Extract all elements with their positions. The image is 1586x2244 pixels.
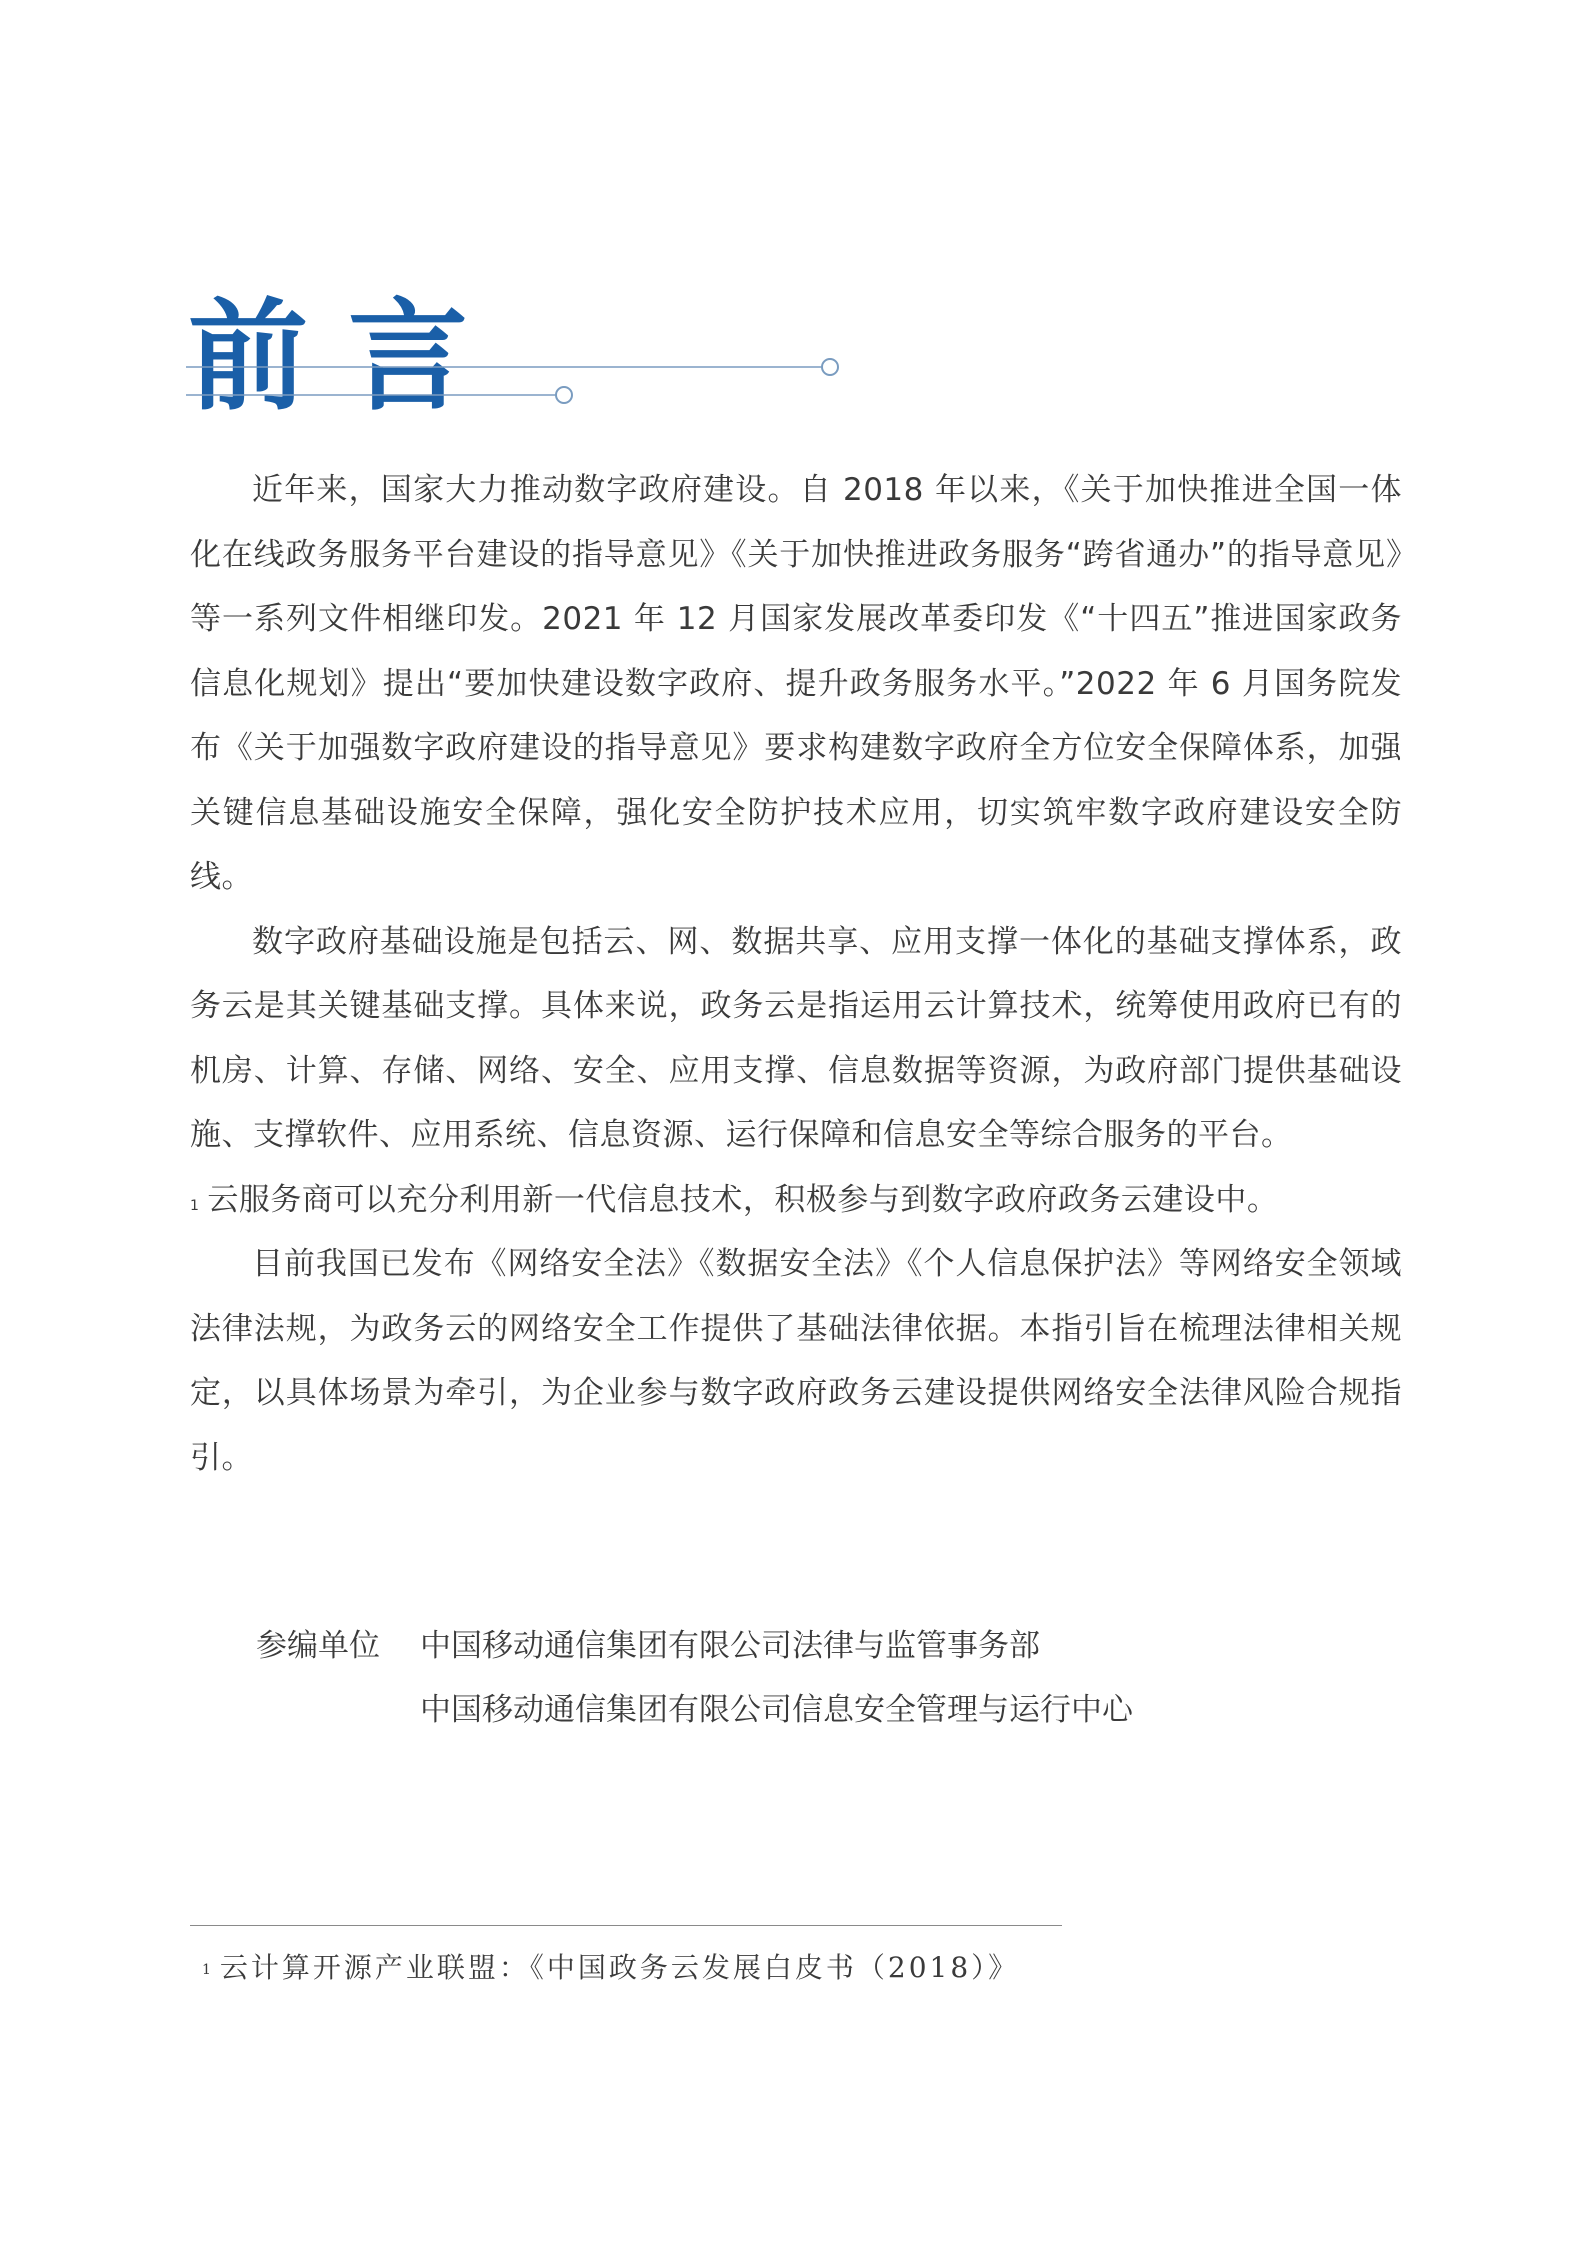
footnote xyxy=(202,1948,1019,1988)
page-title: 前言 xyxy=(188,288,508,428)
footnote-marker: 1 xyxy=(190,1197,200,1214)
paragraph: 数字政府基础设施是包括云、网、数据共享、应用支撑一体化的基础支撑体系，政务云是其关键基础支撑。具体来说，政务云是指运用云计算技术，统筹使用政府已有的机房、计算、存储、网络、安全、应用支撑、信息数据等资源，为政府部门提供基础设施、支撑软件、应用系统、信息资源、运行保障和信息安全等综合服务的平台。 xyxy=(190,923,1402,1153)
contributor-unit: 中国移动通信集团有限公司法律与监管事务部 xyxy=(420,1628,1040,1664)
contributors-label: 参编单位 xyxy=(256,1628,380,1664)
footnote-number: 1 xyxy=(202,1962,214,1978)
contributors xyxy=(256,1614,1133,1742)
body-text xyxy=(190,458,1402,1490)
paragraph: 近年来，国家大力推动数字政府建设。自 2018 年以来，《关于加快推进全国一体化在线政务服务平台建设的指导意见》《关于加快推进政务服务“跨省通办”的指导意见》等一系列文件相继印发。2021 年 12 月国家发展改革委印发《“十四五”推进国家政务信息化规划》提出“要加快建设数字政府、提升政务服务水平。”2022 年 6 月国务院发布《关于加强数字政府建设的指导意见》要求构建数字政府全方位安全保障体系，加强关键信息基础设施安全保障，强化安全防护技术应用，切实筑牢数字政府建设安全防线。 xyxy=(190,472,1402,895)
footnote-divider xyxy=(190,1925,1062,1926)
contributor-unit: 中国移动通信集团有限公司信息安全管理与运行中心 xyxy=(420,1692,1133,1728)
title-decoration xyxy=(186,350,846,410)
paragraph-text: 云服务商可以充分利用新一代信息技术，积极参与到数字政府政务云建设中。 xyxy=(207,1181,1279,1218)
paragraph: 目前我国已发布《网络安全法》《数据安全法》《个人信息保护法》等网络安全领域法律法规，为政务云的网络安全工作提供了基础法律依据。本指引旨在梳理法律相关规定，以具体场景为牵引，为企业参与数字政府政务云建设提供网络安全法律风险合规指引。 xyxy=(190,1246,1402,1476)
footnote-text: 云计算开源产业联盟：《中国政务云发展白皮书（2018）》 xyxy=(219,1951,1020,1984)
footnoted-paragraph xyxy=(190,1168,1402,1233)
